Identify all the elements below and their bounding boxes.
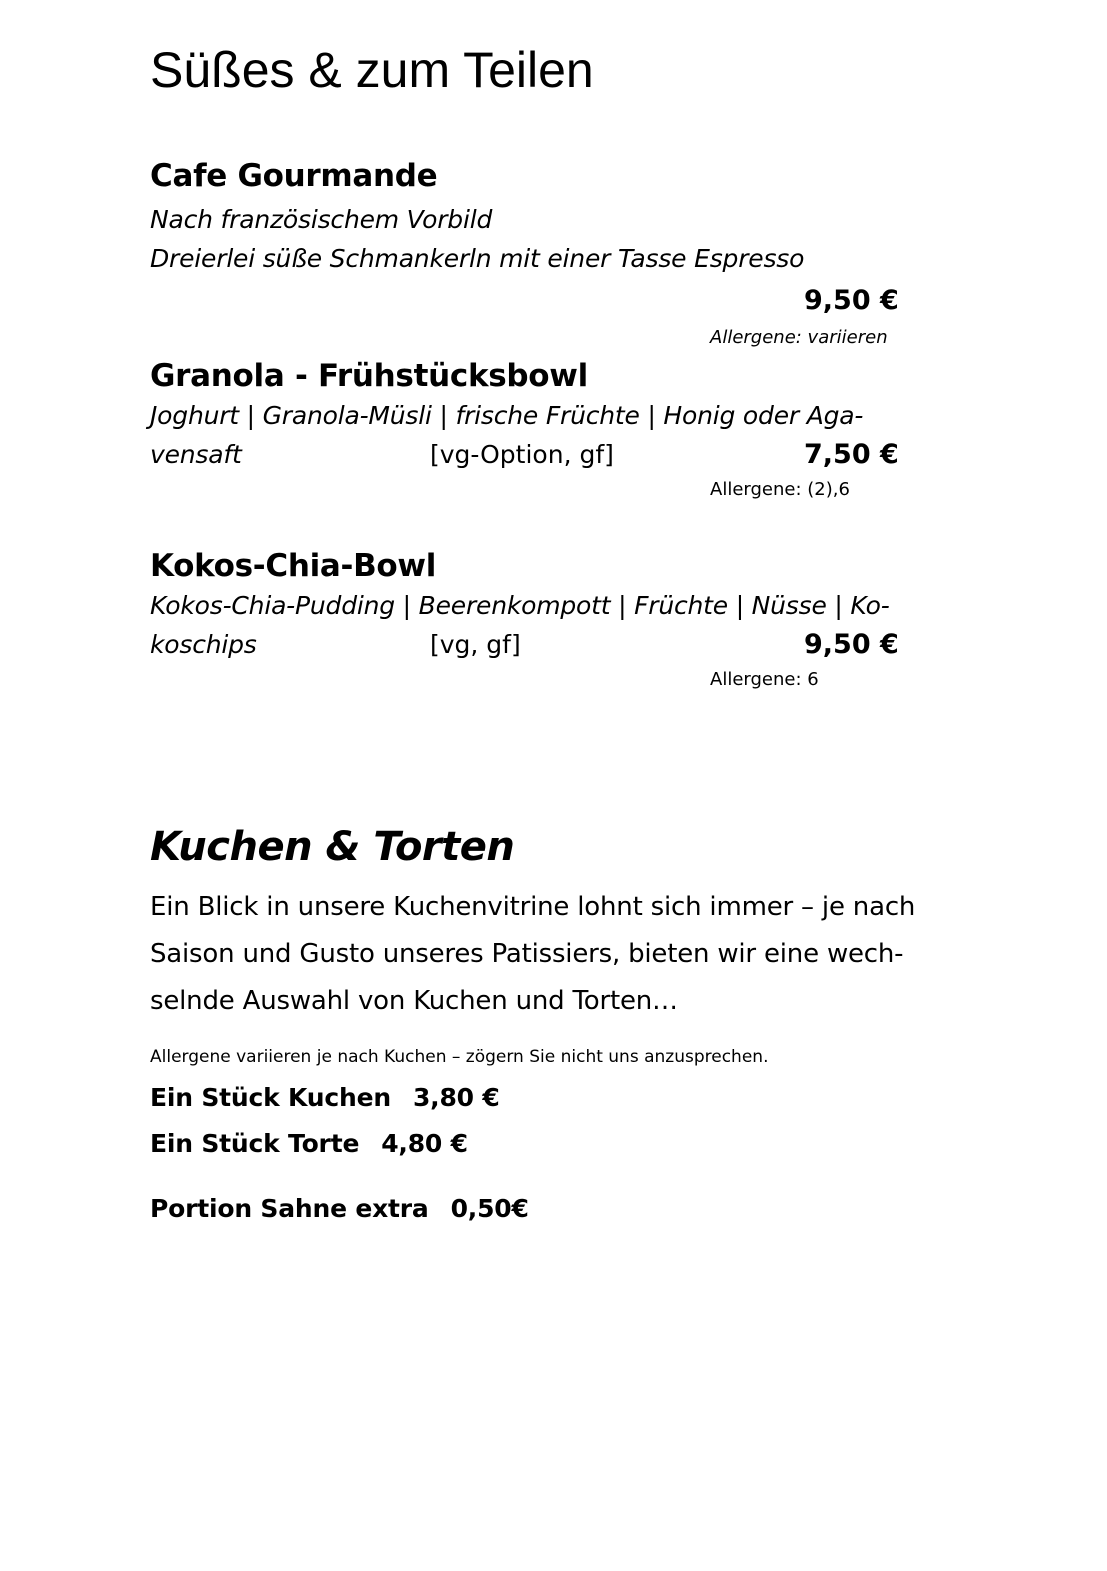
section-intro — [150, 884, 915, 1025]
item-description-line: Nach französischem Vorbild — [150, 205, 493, 234]
item-price: 9,50 € — [804, 285, 899, 316]
price-value: 4,80 € — [381, 1129, 468, 1158]
price-label: Ein Stück Kuchen — [150, 1083, 391, 1112]
item-allergens: Allergene: variieren — [710, 327, 888, 348]
price-line-torte — [150, 1128, 468, 1160]
item-tags: [vg, gf] — [430, 630, 521, 659]
item-description-line: vensaft — [150, 440, 242, 469]
intro-line: selnde Auswahl von Kuchen und Torten… — [150, 986, 678, 1016]
item-price: 7,50 € — [804, 439, 899, 470]
allergen-note: Allergene variieren je nach Kuchen – zögern Sie nicht uns anzusprechen. — [150, 1047, 769, 1067]
intro-line: Ein Blick in unsere Kuchenvitrine lohnt sich immer – je nach — [150, 892, 916, 922]
section-title: Kuchen & Torten — [150, 824, 515, 870]
item-description-line: Dreierlei süße Schmankerln mit einer Tasse Espresso — [150, 244, 805, 273]
price-line-sahne — [150, 1193, 529, 1225]
item-allergens: Allergene: 6 — [710, 669, 819, 690]
price-value: 0,50€ — [450, 1194, 529, 1223]
item-description-line: koschips — [150, 630, 257, 659]
item-tags: [vg-Option, gf] — [430, 440, 614, 469]
item-allergens: Allergene: (2),6 — [710, 479, 850, 500]
item-title: Cafe Gourmande — [150, 158, 438, 194]
page-title: Süßes & zum Teilen — [150, 42, 594, 98]
item-title: Granola - Frühstücksbowl — [150, 358, 588, 394]
item-price: 9,50 € — [804, 629, 899, 660]
intro-line: Saison und Gusto unseres Patissiers, bieten wir eine wech- — [150, 939, 904, 969]
price-line-kuchen — [150, 1082, 500, 1114]
item-description-line: Kokos-Chia-Pudding | Beerenkompott | Früchte | Nüsse | Ko- — [150, 591, 890, 620]
item-description-line: Joghurt | Granola-Müsli | frische Früchte | Honig oder Aga- — [150, 401, 864, 430]
price-label: Portion Sahne extra — [150, 1194, 429, 1223]
price-label: Ein Stück Torte — [150, 1129, 360, 1158]
item-title: Kokos-Chia-Bowl — [150, 548, 437, 584]
price-value: 3,80 € — [412, 1083, 500, 1112]
